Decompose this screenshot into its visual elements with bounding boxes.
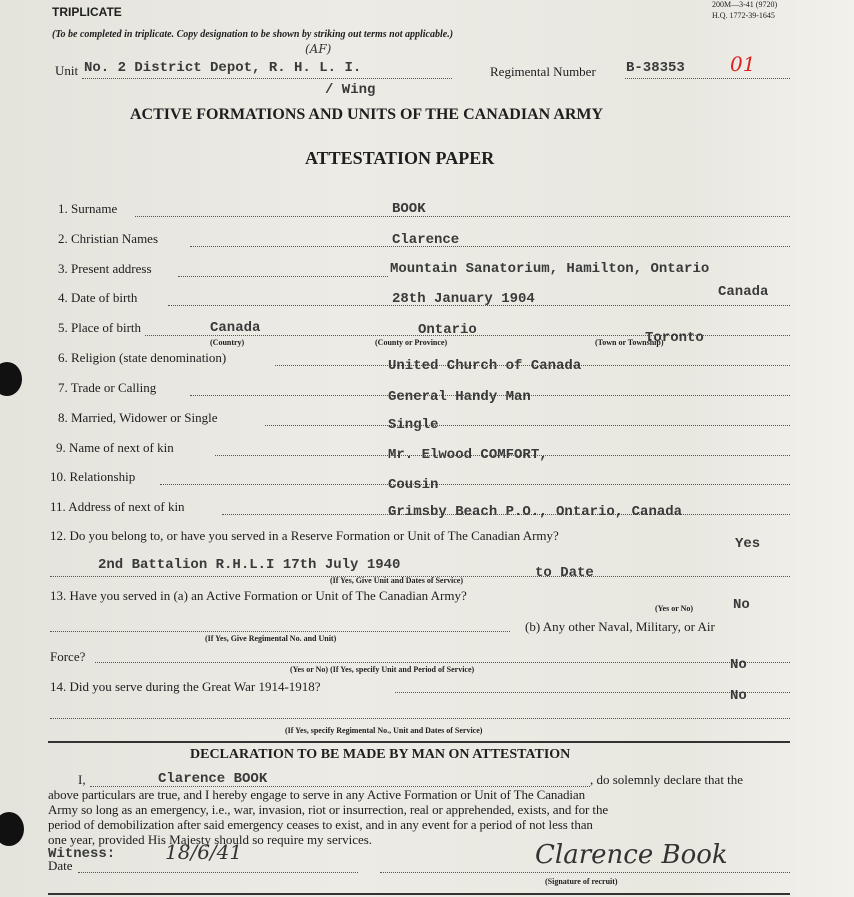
declaration-i: I, <box>78 772 86 787</box>
recruit-signature: Clarence Book <box>535 840 728 870</box>
field-value: Clarence <box>392 232 460 248</box>
q13-answer-b: No <box>730 657 747 673</box>
birth-country: Canada <box>210 320 261 336</box>
q12-label: 12. Do you belong to, or have you served in a Reserve Formation or Unit of The Canadian Army? <box>50 528 559 543</box>
field-value: Single <box>388 417 439 433</box>
field-label: 9. Name of next of kin <box>56 440 174 455</box>
unit-value: No. 2 District Depot, R. H. L. I. <box>84 60 362 76</box>
field-label: 6. Religion (state denomination) <box>58 350 227 365</box>
field-label: 3. Present address <box>58 261 152 276</box>
hint: (Country) <box>210 338 245 347</box>
hint: (County or Province) <box>375 338 448 347</box>
field-label: 7. Trade or Calling <box>58 380 157 395</box>
force-label: Force? <box>50 649 86 664</box>
birth-province: Ontario <box>418 322 477 338</box>
field-value: General Handy Man <box>388 389 531 405</box>
field-label: 2. Christian Names <box>58 231 159 246</box>
field-label: 4. Date of birth <box>58 290 138 305</box>
field-value: Mr. Elwood COMFORT, <box>388 447 548 463</box>
punch-hole <box>0 362 22 396</box>
unit-annotation: (AF) <box>305 42 332 56</box>
hint: (Yes or No) (If Yes, specify Unit and Period of Service) <box>290 665 475 674</box>
regimental-number-label: Regimental Number <box>490 64 596 79</box>
instruction: (To be completed in triplicate. Copy designation to be shown by striking out terms not applicable.) <box>52 29 454 40</box>
q13-label: 13. Have you served in (a) an Active Formation or Unit of The Canadian Army? <box>50 588 467 603</box>
field-value: BOOK <box>392 201 426 217</box>
q14-answer: No <box>730 688 747 704</box>
field-value: Grimsby Beach P.O., Ontario, Canada <box>388 504 683 520</box>
birth-town: Toronto <box>645 330 704 346</box>
hint: (Signature of recruit) <box>545 877 618 886</box>
field-label: 8. Married, Widower or Single <box>58 410 218 425</box>
regimental-number: B-38353 <box>626 60 685 76</box>
unit-wing: / Wing <box>325 82 376 98</box>
unit-label: Unit <box>55 63 79 78</box>
field-value: Mountain Sanatorium, Hamilton, Ontario <box>390 261 710 277</box>
field-label: 10. Relationship <box>50 469 136 484</box>
hint: (Yes or No) <box>655 604 694 613</box>
declaration-title: DECLARATION TO BE MADE BY MAN ON ATTESTATION <box>190 747 571 762</box>
q13-answer-a: No <box>733 597 750 613</box>
field-value: United Church of Canada <box>388 358 582 374</box>
date-label: Date <box>48 858 73 873</box>
field-value: Cousin <box>388 477 439 493</box>
field-value: 28th January 1904 <box>392 291 535 307</box>
form-code-2: H.Q. 1772-39-1645 <box>712 11 775 20</box>
q14-label: 14. Did you serve during the Great War 1914-1918? <box>50 679 321 694</box>
hint: (Town or Township) <box>595 338 664 347</box>
copy-designation: TRIPLICATE <box>52 5 122 19</box>
q12-detail: 2nd Battalion R.H.L.I 17th July 1940 <box>98 557 401 573</box>
declaration-text: Army so long as an emergency, i.e., war, invasion, riot or insurrection, real or apprehended, exists, and for the <box>48 802 609 817</box>
date-value: 18/6/41 <box>165 840 243 864</box>
q12-detail-end: to Date <box>535 565 594 581</box>
declaration-text: one year, provided His Majesty should so require my services. <box>48 832 373 847</box>
sub-title: ATTESTATION PAPER <box>305 148 495 168</box>
red-mark: 01 <box>730 52 756 76</box>
witness-label: Witness: <box>48 846 116 862</box>
field-label: 1. Surname <box>58 201 118 216</box>
field-value-2: Canada <box>718 284 769 300</box>
punch-hole <box>0 812 24 846</box>
form-code: 200M—3-41 (9720) <box>712 0 778 9</box>
hint: (If Yes, specify Regimental No., Unit and Dates of Service) <box>285 726 483 735</box>
q12-answer: Yes <box>735 536 761 552</box>
main-title: ACTIVE FORMATIONS AND UNITS OF THE CANADIAN ARMY <box>130 106 604 123</box>
hint: (If Yes, Give Regimental No. and Unit) <box>205 634 337 643</box>
field-label: 5. Place of birth <box>58 320 142 335</box>
hint: (If Yes, Give Unit and Dates of Service) <box>330 576 464 585</box>
declaration-text: above particulars are true, and I hereby engage to serve in any Active Formation or Unit of The Canadian <box>48 787 585 802</box>
declaration-text: period of demobilization after said emergency ceases to exist, and in any event for a period of not less than <box>48 817 593 832</box>
field-label: 11. Address of next of kin <box>50 499 185 514</box>
q13b-label: (b) Any other Naval, Military, or Air <box>525 619 715 634</box>
declaration-text: , do solemnly declare that the <box>590 772 744 787</box>
declaration-name: Clarence BOOK <box>158 771 268 787</box>
